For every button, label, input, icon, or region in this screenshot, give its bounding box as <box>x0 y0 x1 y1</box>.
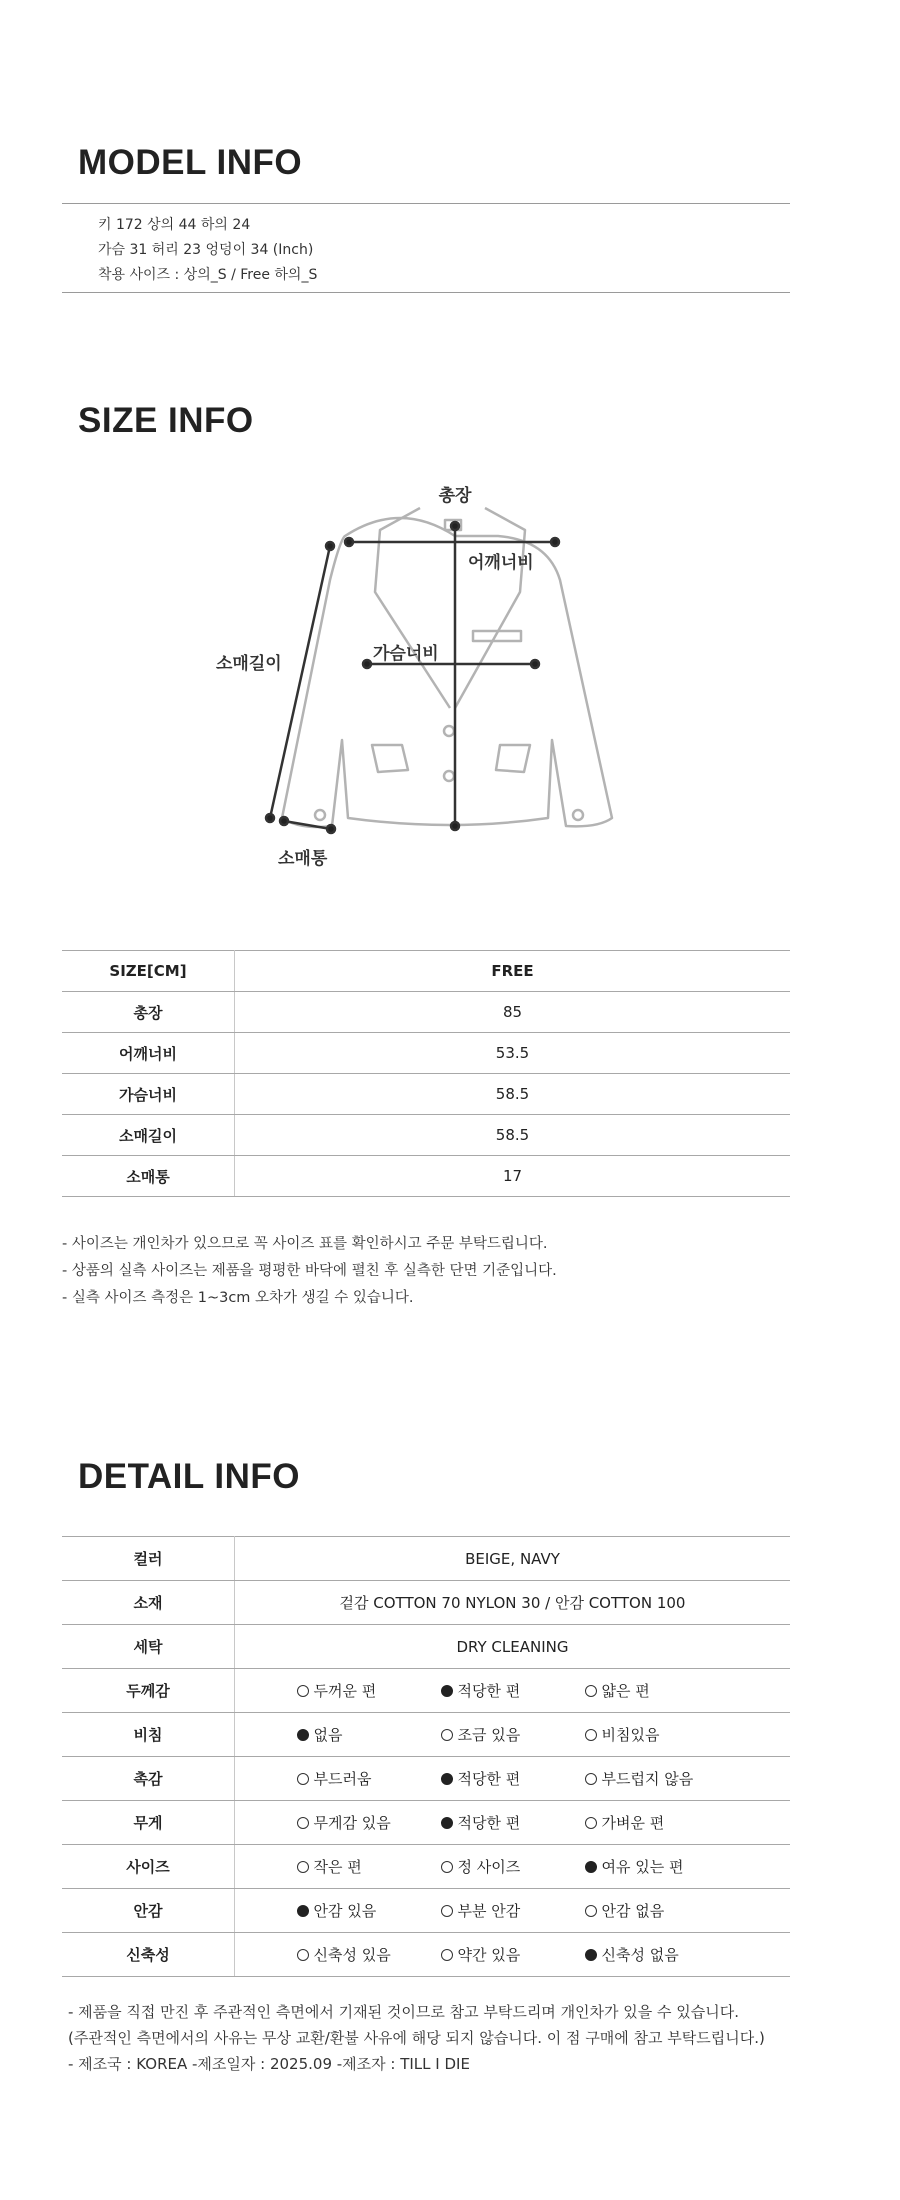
empty-circle-icon <box>297 1861 309 1873</box>
detail-row-options <box>235 1801 791 1845</box>
option-item <box>585 1680 729 1701</box>
model-info-top-rule <box>62 203 790 204</box>
detail-table <box>62 1536 790 1977</box>
detail-row-label: 사이즈 <box>62 1845 235 1889</box>
detail-row-options <box>235 1757 791 1801</box>
option-item <box>585 1812 729 1833</box>
option-label: 없음 <box>313 1726 343 1744</box>
option-group <box>235 1944 790 1965</box>
option-item <box>297 1900 441 1921</box>
jacket-size-diagram <box>200 470 640 870</box>
detail-row-label: 비침 <box>62 1713 235 1757</box>
table-row <box>62 1845 790 1889</box>
table-row <box>62 1033 790 1074</box>
option-label: 조금 있음 <box>457 1726 521 1744</box>
model-info-title: MODEL INFO <box>78 143 303 182</box>
option-item <box>297 1724 441 1745</box>
sleeve-length-measure-line <box>270 546 330 818</box>
left-lapel <box>375 508 450 708</box>
detail-footer-line: - 제품을 직접 만진 후 주관적인 측면에서 기재된 것이므로 참고 부탁드리며 개인차가 있을 수 있습니다. <box>68 2003 740 2021</box>
option-item <box>297 1944 441 1965</box>
detail-row-label: 컬러 <box>62 1537 235 1581</box>
size-row-label: 소매길이 <box>62 1115 235 1156</box>
filled-circle-icon <box>585 1949 597 1961</box>
button <box>444 726 454 736</box>
empty-circle-icon <box>585 1817 597 1829</box>
table-row <box>62 1537 790 1581</box>
table-row <box>62 1933 790 1977</box>
table-row <box>62 951 790 992</box>
option-group <box>235 1680 790 1701</box>
option-item <box>441 1944 585 1965</box>
option-item <box>297 1680 441 1701</box>
option-item <box>441 1680 585 1701</box>
empty-circle-icon <box>297 1773 309 1785</box>
detail-row-label: 두께감 <box>62 1669 235 1713</box>
length-label: 총장 <box>438 486 472 506</box>
empty-circle-icon <box>297 1685 309 1697</box>
size-row-value: 17 <box>235 1156 791 1197</box>
size-row-value: 58.5 <box>235 1074 791 1115</box>
detail-row-options <box>235 1713 791 1757</box>
option-label: 가벼운 편 <box>601 1814 665 1832</box>
cuff-button <box>315 810 325 820</box>
empty-circle-icon <box>585 1685 597 1697</box>
model-info-line: 착용 사이즈 : 상의_S / Free 하의_S <box>98 267 318 283</box>
option-label: 적당한 편 <box>457 1770 521 1788</box>
cuff-button <box>573 810 583 820</box>
detail-row-value: DRY CLEANING <box>235 1625 791 1669</box>
option-item <box>441 1856 585 1877</box>
table-row <box>62 1669 790 1713</box>
detail-row-options <box>235 1889 791 1933</box>
empty-circle-icon <box>441 1729 453 1741</box>
empty-circle-icon <box>297 1949 309 1961</box>
option-label: 부분 안감 <box>457 1902 521 1920</box>
size-header-value: FREE <box>235 951 791 992</box>
table-row <box>62 1801 790 1845</box>
empty-circle-icon <box>585 1905 597 1917</box>
size-info-title: SIZE INFO <box>78 401 254 440</box>
filled-circle-icon <box>297 1729 309 1741</box>
detail-row-label: 신축성 <box>62 1933 235 1977</box>
option-item <box>297 1856 441 1877</box>
option-label: 신축성 없음 <box>601 1946 679 1964</box>
option-item <box>297 1768 441 1789</box>
table-row <box>62 1074 790 1115</box>
option-label: 얇은 편 <box>601 1682 650 1700</box>
detail-row-label: 안감 <box>62 1889 235 1933</box>
filled-circle-icon <box>441 1685 453 1697</box>
sleeve-length-label: 소매길이 <box>216 654 282 674</box>
option-label: 약간 있음 <box>457 1946 521 1964</box>
option-label: 안감 없음 <box>601 1902 665 1920</box>
option-item <box>585 1900 729 1921</box>
option-label: 작은 편 <box>313 1858 362 1876</box>
option-group <box>235 1856 790 1877</box>
right-pocket-flap <box>496 745 530 772</box>
table-row <box>62 1156 790 1197</box>
option-group <box>235 1900 790 1921</box>
filled-circle-icon <box>441 1773 453 1785</box>
detail-row-options <box>235 1845 791 1889</box>
size-row-value: 58.5 <box>235 1115 791 1156</box>
empty-circle-icon <box>585 1773 597 1785</box>
size-row-value: 53.5 <box>235 1033 791 1074</box>
sleeve-width-label: 소매통 <box>278 849 328 869</box>
option-group <box>235 1724 790 1745</box>
option-item <box>585 1724 729 1745</box>
detail-row-options <box>235 1669 791 1713</box>
option-group <box>235 1768 790 1789</box>
size-row-label: 어깨너비 <box>62 1033 235 1074</box>
size-note: - 실측 사이즈 측정은 1~3cm 오차가 생길 수 있습니다. <box>62 1290 414 1306</box>
option-label: 부드럽지 않음 <box>601 1770 694 1788</box>
option-item <box>585 1856 729 1877</box>
option-item <box>585 1768 729 1789</box>
shoulder-label: 어깨너비 <box>468 553 534 573</box>
size-header-label: SIZE[CM] <box>62 951 235 992</box>
detail-row-label: 세탁 <box>62 1625 235 1669</box>
option-label: 적당한 편 <box>457 1682 521 1700</box>
option-item <box>441 1900 585 1921</box>
option-label: 비침있음 <box>601 1726 660 1744</box>
empty-circle-icon <box>585 1729 597 1741</box>
filled-circle-icon <box>297 1905 309 1917</box>
table-row <box>62 992 790 1033</box>
option-label: 정 사이즈 <box>457 1858 521 1876</box>
size-row-label: 총장 <box>62 992 235 1033</box>
option-label: 적당한 편 <box>457 1814 521 1832</box>
empty-circle-icon <box>441 1905 453 1917</box>
table-row <box>62 1115 790 1156</box>
table-row <box>62 1889 790 1933</box>
detail-footer-line: - 제조국 : KOREA -제조일자 : 2025.09 -제조자 : TILL I DIE <box>68 2055 470 2073</box>
option-label: 신축성 있음 <box>313 1946 391 1964</box>
detail-row-value: 겉감 COTTON 70 NYLON 30 / 안감 COTTON 100 <box>235 1581 791 1625</box>
option-item <box>297 1812 441 1833</box>
size-table <box>62 950 790 1197</box>
option-group <box>235 1812 790 1833</box>
size-row-label: 가슴너비 <box>62 1074 235 1115</box>
sleeve-width-measure-line <box>284 821 331 829</box>
table-row <box>62 1625 790 1669</box>
option-label: 두꺼운 편 <box>313 1682 377 1700</box>
model-info-bottom-rule <box>62 292 790 293</box>
option-item <box>441 1812 585 1833</box>
detail-row-label: 촉감 <box>62 1757 235 1801</box>
option-item <box>585 1944 729 1965</box>
option-label: 부드러움 <box>313 1770 372 1788</box>
size-note: - 사이즈는 개인차가 있으므로 꼭 사이즈 표를 확인하시고 주문 부탁드립니다. <box>62 1236 548 1252</box>
filled-circle-icon <box>441 1817 453 1829</box>
detail-row-value: BEIGE, NAVY <box>235 1537 791 1581</box>
button <box>444 771 454 781</box>
model-info-line: 가슴 31 허리 23 엉덩이 34 (Inch) <box>98 242 314 258</box>
option-item <box>441 1724 585 1745</box>
option-rows <box>62 1669 790 1977</box>
size-row-label: 소매통 <box>62 1156 235 1197</box>
filled-circle-icon <box>585 1861 597 1873</box>
size-row-value: 85 <box>235 992 791 1033</box>
option-item <box>441 1768 585 1789</box>
option-label: 무게감 있음 <box>313 1814 391 1832</box>
option-label: 안감 있음 <box>313 1902 377 1920</box>
chest-label: 가슴너비 <box>373 644 439 664</box>
size-note: - 상품의 실측 사이즈는 제품을 평평한 바닥에 펼친 후 실측한 단면 기준입니다. <box>62 1263 557 1279</box>
detail-row-options <box>235 1933 791 1977</box>
model-info-line: 키 172 상의 44 하의 24 <box>98 217 251 233</box>
left-pocket-flap <box>372 745 408 772</box>
table-row <box>62 1757 790 1801</box>
detail-row-label: 무게 <box>62 1801 235 1845</box>
detail-row-label: 소재 <box>62 1581 235 1625</box>
detail-info-title: DETAIL INFO <box>78 1457 300 1496</box>
detail-footer-line: (주관적인 측면에서의 사유는 무상 교환/환불 사유에 해당 되지 않습니다. 이 점 구매에 참고 부탁드립니다.) <box>68 2029 765 2047</box>
table-row <box>62 1713 790 1757</box>
empty-circle-icon <box>297 1817 309 1829</box>
option-label: 여유 있는 편 <box>601 1858 684 1876</box>
empty-circle-icon <box>441 1861 453 1873</box>
empty-circle-icon <box>441 1949 453 1961</box>
table-row <box>62 1581 790 1625</box>
